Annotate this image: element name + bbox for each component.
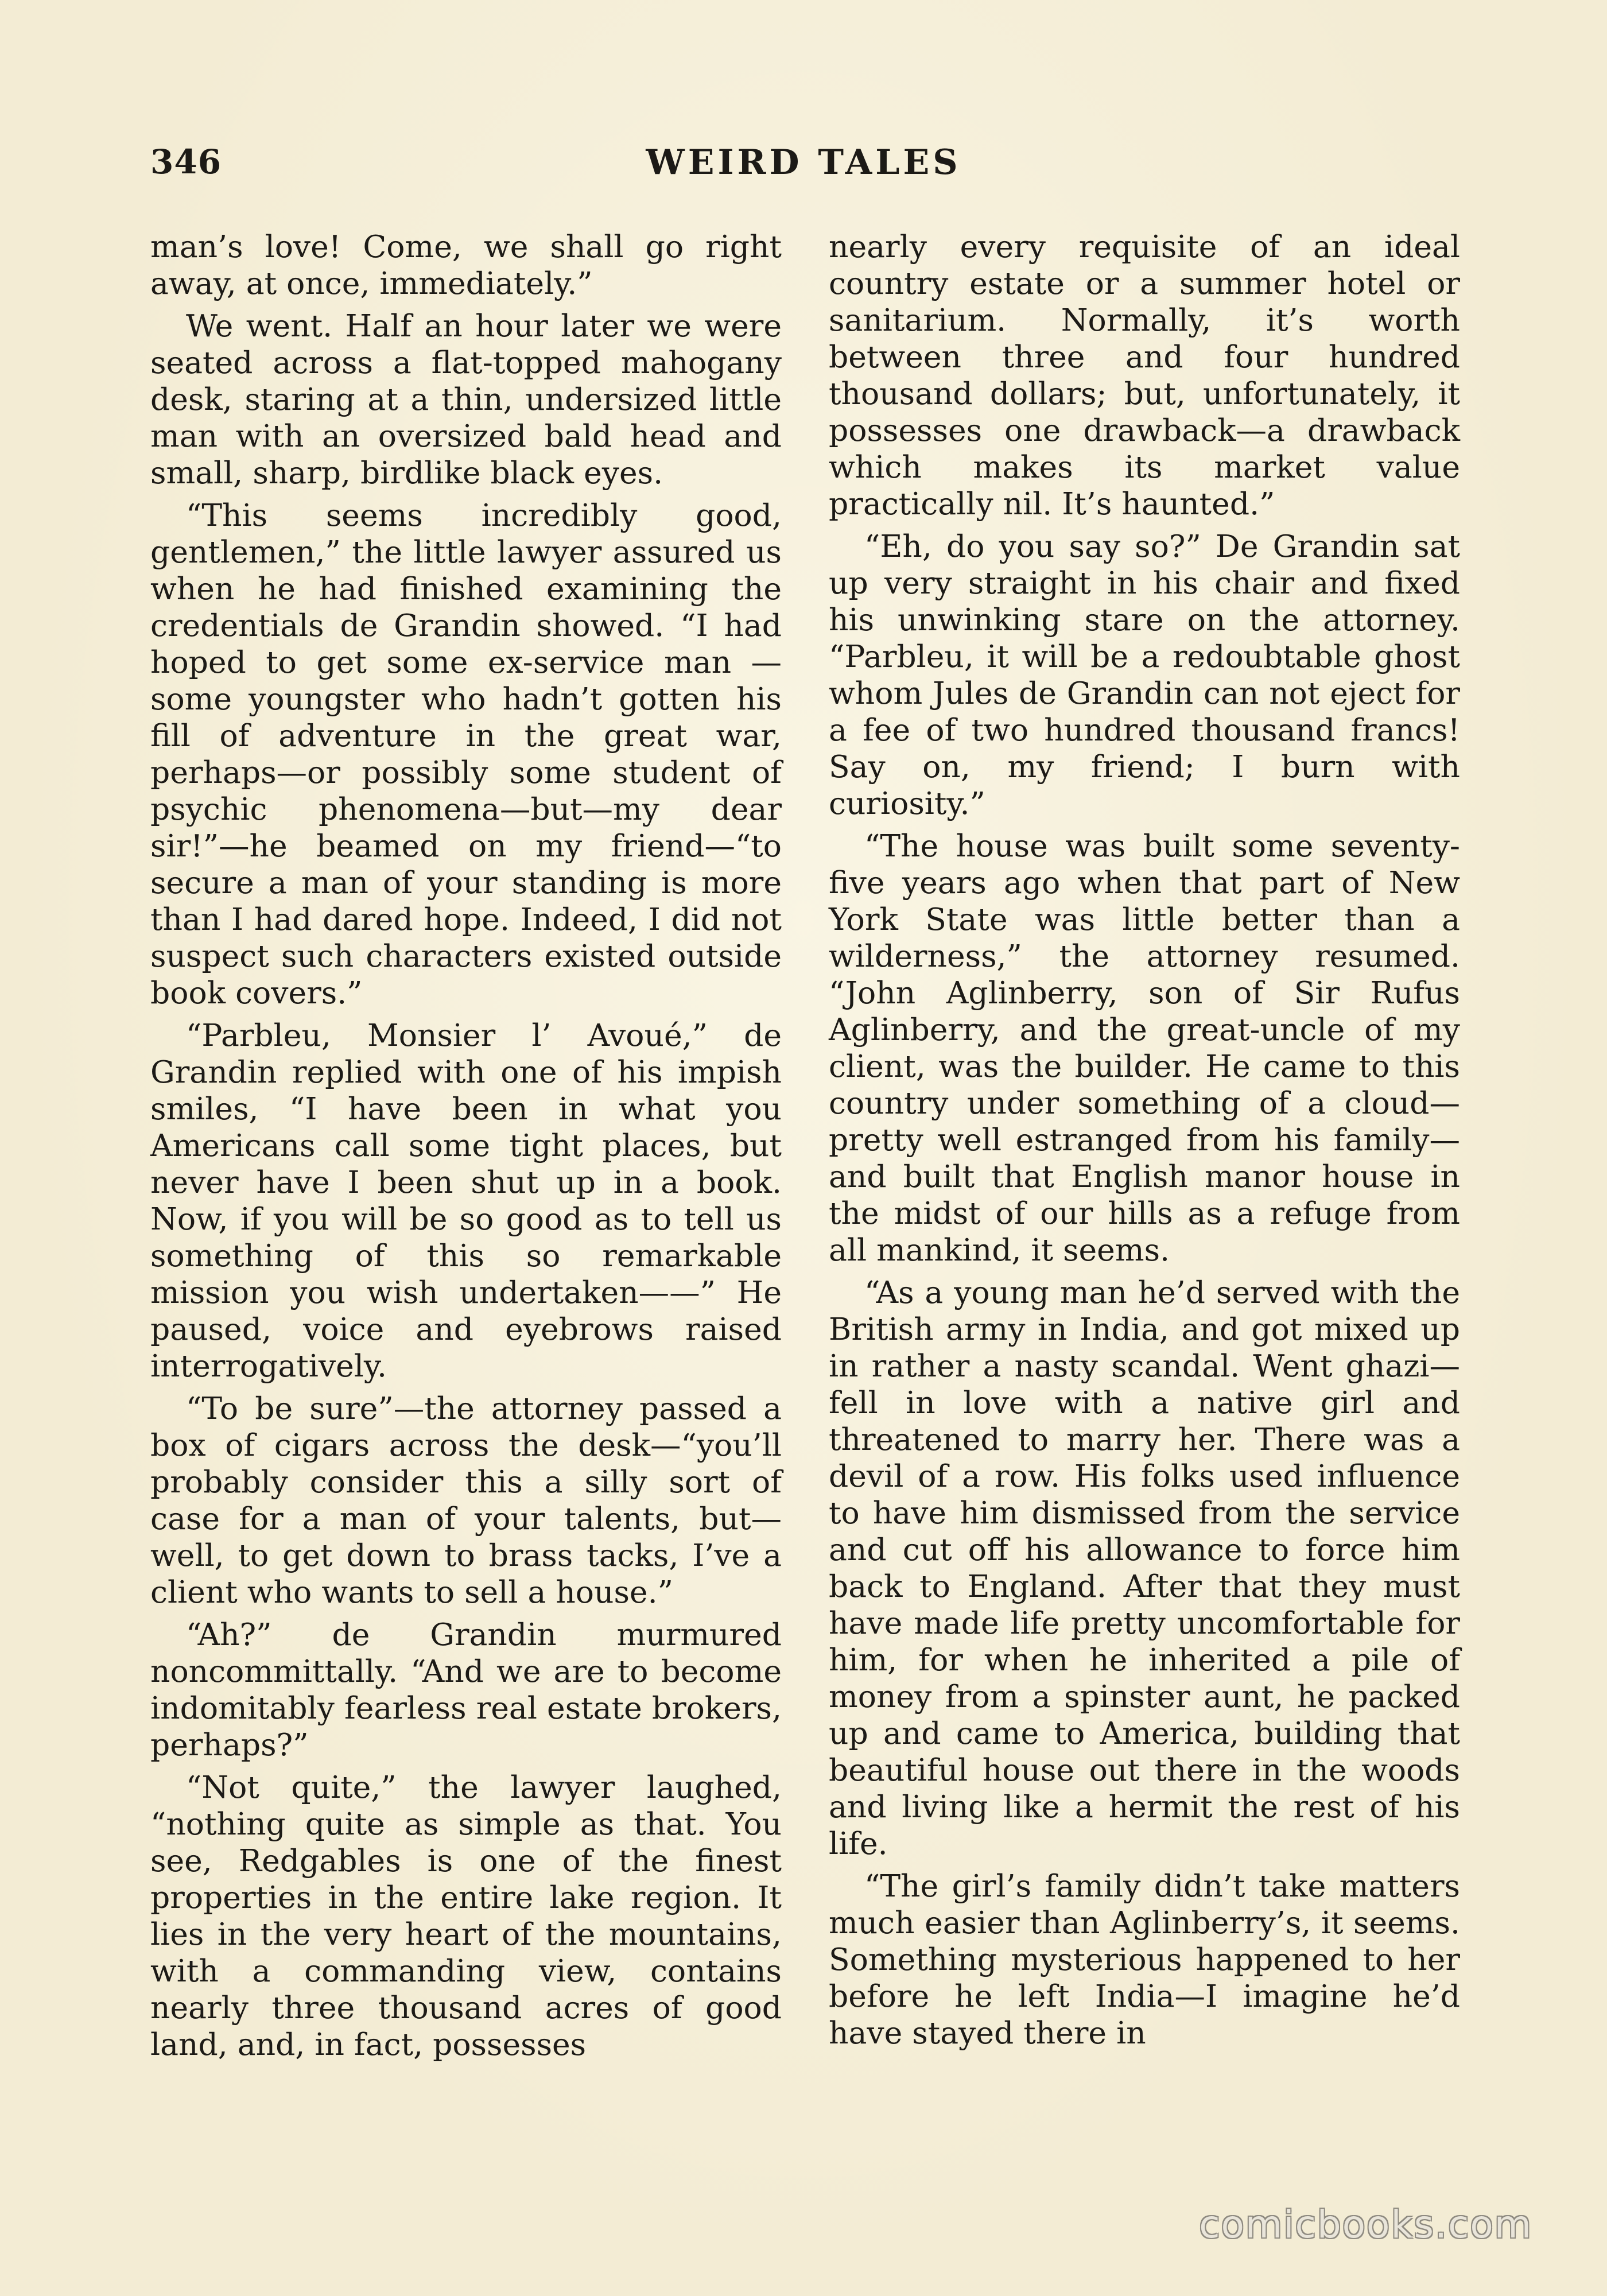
paragraph-right-5: “The girl’s family didn’t take matters much easier than Aglinberry’s, it seems. Something mysterious happened to her before he left India—I imagine he’d have stayed there in xyxy=(829,1868,1460,2051)
paragraph-left-1: man’s love! Come, we shall go right away, at once, immediately.” xyxy=(150,228,782,301)
paragraph-right-1: nearly every requisite of an ideal country estate or a summer hotel or sanitarium. Normally, it’s worth between three and four hundred thousand dollars; but, unfortunately, it possesses one drawback—a drawback which makes its market value practically nil. It’s haunted.” xyxy=(829,228,1460,522)
paragraph-right-3: “The house was built some seventy-five years ago when that part of New York State was little better than a wilderness,” the attorney resumed. “John Aglinberry, son of Sir Rufus Aglinberry, and the great-uncle of my client, was the builder. He came to this country under something of a cloud—pretty well estranged from his family—and built that English manor house in the midst of our hills as a refuge from all mankind, it seems. xyxy=(829,828,1460,1268)
paragraph-left-7: “Not quite,” the lawyer laughed, “nothing quite as simple as that. You see, Redgables is one of the finest properties in the entire lake region. It lies in the very heart of the mountains, with a commanding view, contains nearly three thousand acres of good land, and, in fact, possesses xyxy=(150,1769,782,2062)
paragraph-left-2: We went. Half an hour later we were seated across a flat-topped mahogany desk, staring at a thin, undersized little man with an oversized bald head and small, sharp, birdlike black eyes. xyxy=(150,308,782,491)
paragraph-left-4: “Parbleu, Monsier l’ Avoué,” de Grandin replied with one of his impish smiles, “I have been in what you Americans call some tight places, but never have I been shut up in a book. Now, if you will be so good as to tell us something of this so remarkable mission you wish undertaken——” He paused, voice and eyebrows raised interrogatively. xyxy=(150,1017,782,1384)
paragraph-left-3: “This seems incredibly good, gentlemen,” the little lawyer assured us when he had finished examining the credentials de Grandin showed. “I had hoped to get some ex-service man —some youngster who hadn’t gotten his fill of adventure in the great war, perhaps—or possibly some student of psychic phenomena—but—my dear sir!”—he beamed on my friend—“to secure a man of your standing is more than I had dared hope. Indeed, I did not suspect such characters existed outside book covers.” xyxy=(150,497,782,1011)
paragraph-right-4: “As a young man he’d served with the British army in India, and got mixed up in rather a nasty scandal. Went ghazi—fell in love with a native girl and threatened to marry her. There was a devil of a row. His folks used influence to have him dismissed from the service and cut off his allowance to force him back to England. After that they must have made life pretty uncomfortable for him, for when he inherited a pile of money from a spinster aunt, he packed up and came to America, building that beautiful house out there in the woods and living like a hermit the rest of his life. xyxy=(829,1274,1460,1861)
paragraph-left-5: “To be sure”—the attorney passed a box of cigars across the desk—“you’ll probably consider this a silly sort of case for a man of your talents, but—well, to get down to brass tacks, I’ve a client who wants to sell a house.” xyxy=(150,1390,782,1610)
right-column xyxy=(829,228,1460,2057)
paragraph-right-2: “Eh, do you say so?” De Grandin sat up very straight in his chair and fixed his unwinking stare on the attorney. “Parbleu, it will be a redoubtable ghost whom Jules de Grandin can not eject for a fee of two hundred thousand francs! Say on, my friend; I burn with curiosity.” xyxy=(829,528,1460,821)
left-column xyxy=(150,228,782,2069)
page-number: 346 xyxy=(150,142,222,181)
watermark: comicbooks.com xyxy=(1199,2202,1532,2247)
magazine-title: WEIRD TALES xyxy=(646,142,961,183)
paragraph-left-6: “Ah?” de Grandin murmured noncommittally. “And we are to become indomitably fearless real estate brokers, perhaps?” xyxy=(150,1616,782,1763)
running-head xyxy=(150,142,1457,188)
